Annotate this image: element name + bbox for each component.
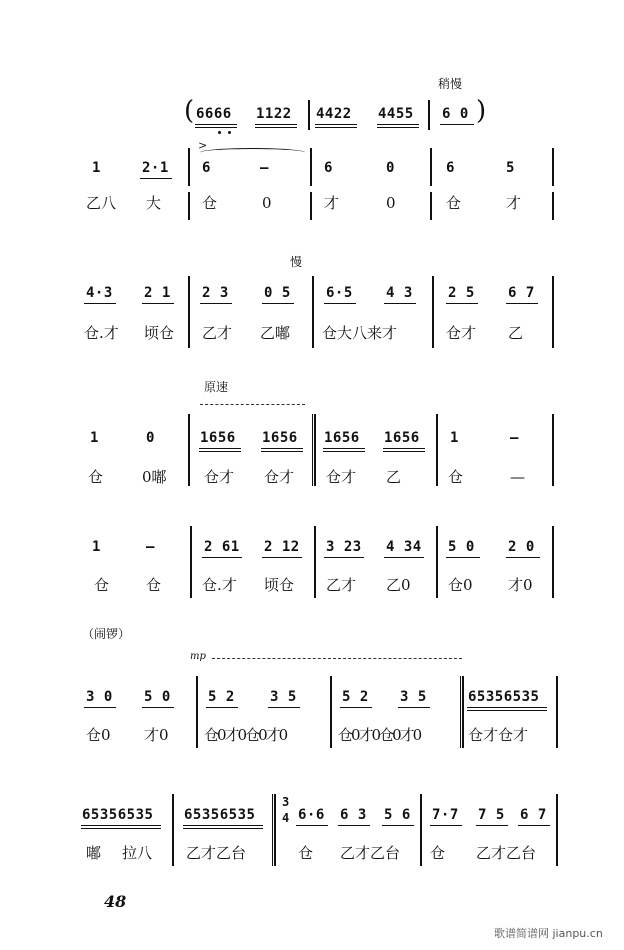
- note: 6 3: [340, 807, 367, 823]
- underline: [199, 448, 241, 449]
- note: —: [146, 539, 155, 555]
- note: 0: [386, 160, 395, 176]
- lyric: 仓.才: [202, 576, 237, 594]
- lyric: 乙: [386, 468, 402, 486]
- note: 6·5: [326, 285, 353, 301]
- underline: [268, 707, 300, 708]
- barline: [436, 414, 438, 486]
- note: 7·7: [432, 807, 459, 823]
- underline: [195, 124, 237, 125]
- lyric: 仓0: [448, 576, 473, 594]
- close-paren: ): [476, 96, 487, 126]
- lyric: 仓: [94, 576, 110, 594]
- underline: [446, 303, 478, 304]
- underline: [377, 124, 419, 125]
- note: 5 2: [342, 689, 369, 705]
- underline: [323, 448, 365, 449]
- lyric: 0: [262, 194, 272, 212]
- barline: [430, 148, 432, 186]
- note-group: 65356535: [82, 807, 154, 823]
- underline: [383, 448, 425, 449]
- note: 5 6: [384, 807, 411, 823]
- note-group: 1656: [200, 430, 236, 446]
- barline: [556, 794, 558, 866]
- barline: [552, 526, 554, 598]
- barline: [556, 676, 558, 748]
- barline: [436, 526, 438, 598]
- note: 6·6: [298, 807, 325, 823]
- barline: [188, 414, 190, 486]
- note: 3 5: [400, 689, 427, 705]
- low-dot: [218, 131, 221, 134]
- underline: [195, 127, 237, 128]
- underline: [476, 825, 508, 826]
- barline: [552, 192, 554, 220]
- slur: [200, 148, 305, 157]
- note-group: 65356535: [468, 689, 540, 705]
- crescendo-dashes: [212, 658, 462, 659]
- lyric: 乙0: [386, 576, 411, 594]
- note: 1: [90, 430, 99, 446]
- barline: [552, 414, 554, 486]
- barline: [420, 794, 422, 866]
- note: 4·3: [86, 285, 113, 301]
- dynamic-mark: mp: [190, 651, 206, 662]
- barline: [310, 148, 312, 186]
- lyric: —: [510, 468, 525, 486]
- lyric: 0: [386, 194, 396, 212]
- lyric: 嘟: [86, 844, 102, 862]
- note: 2 5: [448, 285, 475, 301]
- underline: [384, 557, 424, 558]
- lyric: 仓才: [326, 468, 357, 486]
- note: 6 7: [520, 807, 547, 823]
- lyric: 仓: [88, 468, 104, 486]
- lyric: 乙才: [202, 324, 233, 342]
- lyric: 大: [146, 194, 162, 212]
- note: —: [510, 430, 519, 446]
- time-signature-top: 3: [282, 795, 290, 809]
- time-signature-bottom: 4: [282, 811, 290, 825]
- lyric: 才: [506, 194, 522, 212]
- underline: [467, 710, 547, 711]
- barline: [188, 192, 190, 220]
- note-group: 6666: [196, 106, 232, 122]
- barline: [312, 276, 314, 348]
- note: 2 61: [204, 539, 240, 555]
- underline: [261, 451, 303, 452]
- barline: [330, 676, 332, 748]
- barline-double: [312, 414, 316, 486]
- note: 4 34: [386, 539, 422, 555]
- note: 2 3: [202, 285, 229, 301]
- barline-double: [272, 794, 276, 866]
- note: 3 5: [270, 689, 297, 705]
- underline: [323, 451, 365, 452]
- watermark: 歌谱简谱网 jianpu.cn: [494, 927, 603, 940]
- section-label: （闹锣）: [82, 627, 131, 641]
- lyric: 乙才乙台: [340, 844, 401, 862]
- lyric: 0嘟: [142, 468, 167, 486]
- barline: [188, 148, 190, 186]
- note: 2 1: [144, 285, 171, 301]
- lyric: 仓: [430, 844, 446, 862]
- underline: [84, 303, 116, 304]
- note: 5 0: [448, 539, 475, 555]
- lyric: 仓.才: [84, 324, 119, 342]
- lyric: 仓大八来才: [322, 324, 398, 342]
- lyric: 才0: [508, 576, 533, 594]
- note: 5 2: [208, 689, 235, 705]
- underline: [81, 828, 161, 829]
- underline: [382, 825, 414, 826]
- note-group: 6 0: [442, 106, 469, 122]
- underline: [440, 124, 474, 125]
- underline: [206, 707, 238, 708]
- barline: [432, 276, 434, 348]
- underline: [384, 303, 416, 304]
- underline: [506, 303, 538, 304]
- barline: [308, 100, 310, 130]
- tempo-mark-original: 原速: [204, 380, 229, 394]
- underline: [315, 124, 357, 125]
- lyric: 仓: [448, 468, 464, 486]
- note: 0: [146, 430, 155, 446]
- lyric: 乙: [508, 324, 524, 342]
- note-group: 4422: [316, 106, 352, 122]
- underline: [315, 127, 357, 128]
- barline-double: [460, 676, 464, 748]
- note-group: 1656: [324, 430, 360, 446]
- underline: [324, 303, 356, 304]
- barline: [310, 192, 312, 220]
- barline: [552, 276, 554, 348]
- note: 1: [450, 430, 459, 446]
- underline: [84, 707, 116, 708]
- page-number: 48: [104, 892, 127, 911]
- note: —: [260, 160, 269, 176]
- underline: [255, 127, 297, 128]
- lyric: 仓才: [264, 468, 295, 486]
- lyric: 拉八: [122, 844, 153, 862]
- note: 1: [92, 539, 101, 555]
- underline: [261, 448, 303, 449]
- barline: [196, 676, 198, 748]
- lyric: 仓: [202, 194, 218, 212]
- barline: [552, 148, 554, 186]
- underline: [296, 825, 328, 826]
- underline: [200, 303, 232, 304]
- note: 5 0: [144, 689, 171, 705]
- underline: [324, 557, 364, 558]
- lyric: 才: [324, 194, 340, 212]
- note: 2·1: [142, 160, 169, 176]
- note-group: 4455: [378, 106, 414, 122]
- underline: [430, 825, 462, 826]
- lyric: 仓0: [86, 726, 111, 744]
- barline: [172, 794, 174, 866]
- note-group: 1656: [262, 430, 298, 446]
- note: 6: [202, 160, 211, 176]
- lyric: 仓: [298, 844, 314, 862]
- tempo-dashes: [200, 404, 305, 405]
- note-group: 1122: [256, 106, 292, 122]
- note: 5: [506, 160, 515, 176]
- underline: [383, 451, 425, 452]
- lyric: 仓: [446, 194, 462, 212]
- underline: [142, 303, 174, 304]
- note: 4 3: [386, 285, 413, 301]
- note: 6: [324, 160, 333, 176]
- lyric: 乙才乙台: [186, 844, 247, 862]
- underline: [506, 557, 540, 558]
- underline: [202, 557, 242, 558]
- underline: [518, 825, 550, 826]
- lyric: 乙八: [86, 194, 117, 212]
- note: 3 0: [86, 689, 113, 705]
- lyric: 仓才仓才: [468, 726, 529, 744]
- barline: [314, 526, 316, 598]
- underline: [183, 825, 263, 826]
- note-group: 65356535: [184, 807, 256, 823]
- underline: [262, 303, 294, 304]
- underline: [377, 127, 419, 128]
- note: 0 5: [264, 285, 291, 301]
- lyric: 乙才: [326, 576, 357, 594]
- underline: [199, 451, 241, 452]
- note-group: 1656: [384, 430, 420, 446]
- underline: [142, 707, 174, 708]
- lyric: 顷仓: [264, 576, 295, 594]
- barline: [188, 276, 190, 348]
- lyric: 仓才: [446, 324, 477, 342]
- note: 6: [446, 160, 455, 176]
- barline: [430, 192, 432, 220]
- underline: [81, 825, 161, 826]
- underline: [183, 828, 263, 829]
- note: 6 7: [508, 285, 535, 301]
- note: 2 12: [264, 539, 300, 555]
- underline: [467, 707, 547, 708]
- accent-mark: >: [198, 139, 208, 152]
- lyric: 仓0才0仓0才0: [338, 726, 421, 744]
- underline: [398, 707, 430, 708]
- underline: [255, 124, 297, 125]
- tempo-mark-slightly-slow: 稍慢: [438, 77, 463, 91]
- lyric: 才0: [144, 726, 169, 744]
- underline: [446, 557, 480, 558]
- note: 2 0: [508, 539, 535, 555]
- lyric: 顷仓: [144, 324, 175, 342]
- lyric: 仓0才0仓0才0: [204, 726, 287, 744]
- note: 3 23: [326, 539, 362, 555]
- lyric: 仓: [146, 576, 162, 594]
- note: 7 5: [478, 807, 505, 823]
- underline: [340, 707, 372, 708]
- underline: [262, 557, 302, 558]
- lyric: 乙嘟: [260, 324, 291, 342]
- lyric: 乙才乙台: [476, 844, 537, 862]
- barline: [190, 526, 192, 598]
- lyric: 仓才: [204, 468, 235, 486]
- low-dot: [228, 131, 231, 134]
- underline: [140, 178, 172, 179]
- barline: [428, 100, 430, 130]
- note: 1: [92, 160, 101, 176]
- underline: [338, 825, 370, 826]
- open-paren: (: [184, 96, 195, 126]
- tempo-mark-slow: 慢: [290, 255, 303, 269]
